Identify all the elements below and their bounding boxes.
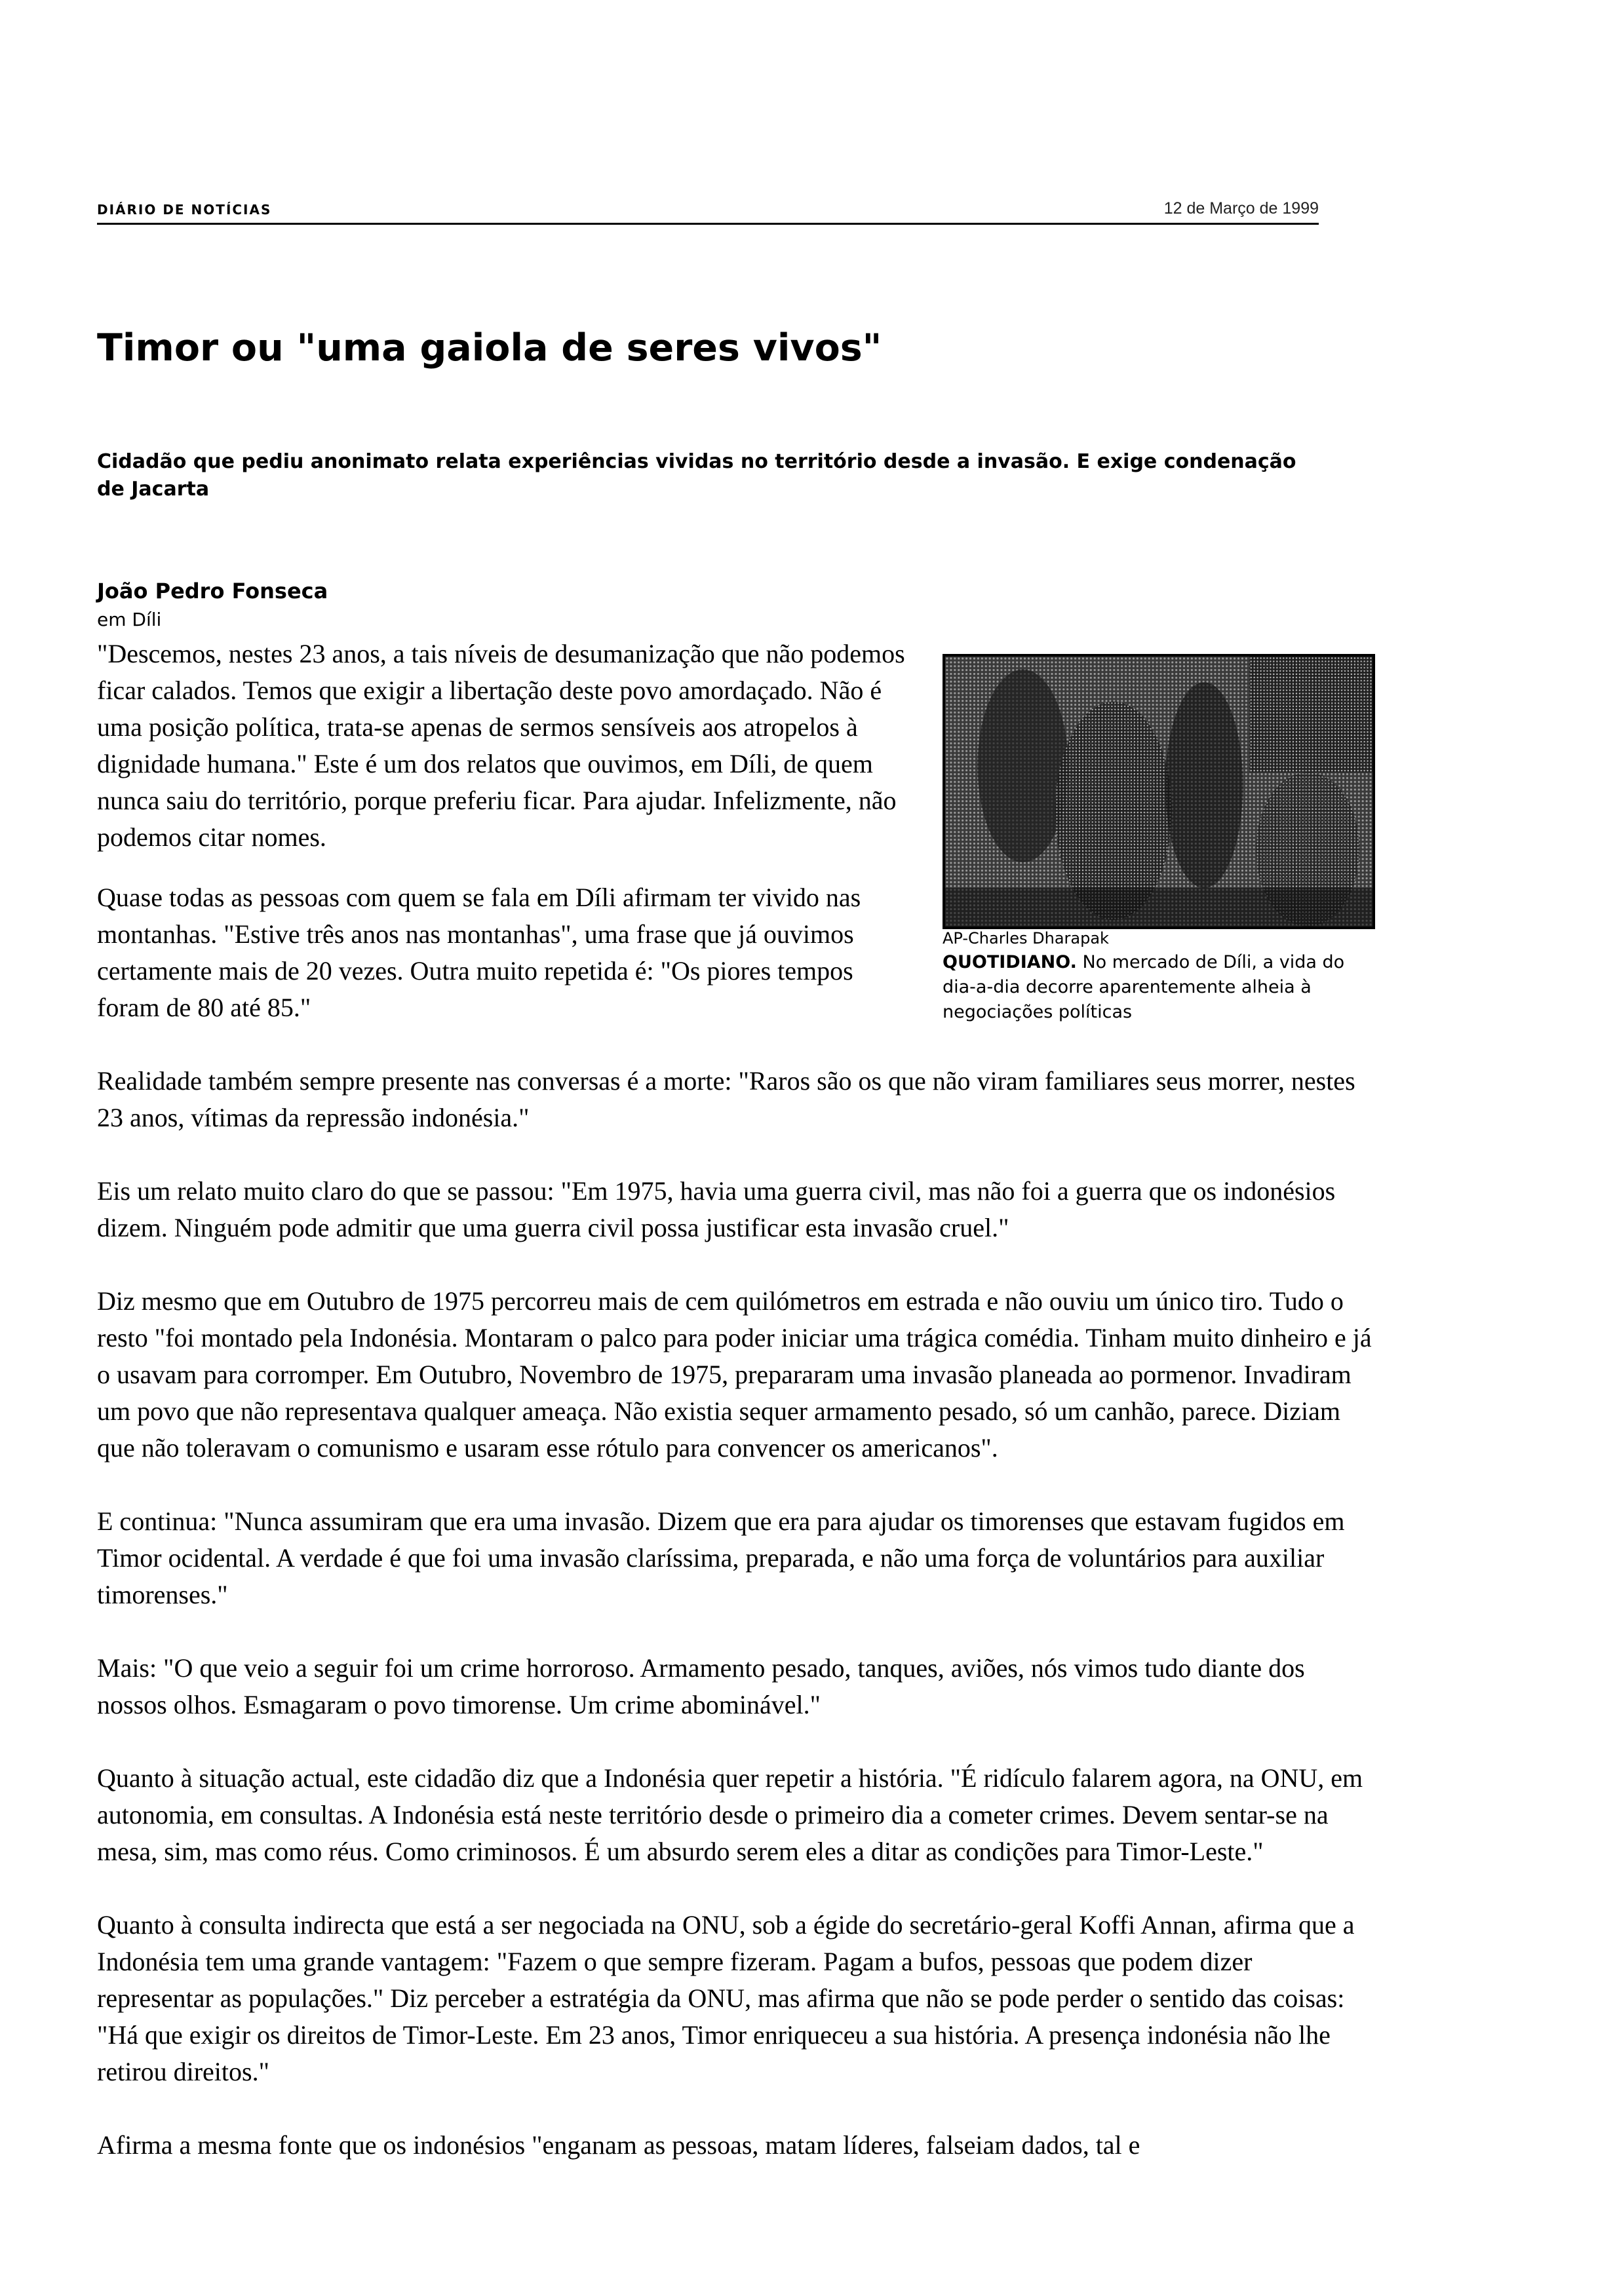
article-paragraph: "Descemos, nestes 23 anos, a tais níveis de desumanização que não podemos ficar calados. Temos que exigir a libertação deste povo amordaçado. Não é uma posição política, trata-se apenas de sermos sensíveis aos atropelos à dignidade humana." Este é um dos relatos que ouvimos, em Díli, de quem nunca saiu do território, porque preferiu ficar. Para ajudar. Infelizmente, não podemos citar nomes. — [97, 639, 905, 852]
article-subtitle: Cidadão que pediu anonimato relata experiências vividas no território desde a invasão. E exige condenação de Jacarta — [97, 450, 1296, 501]
article-author: João Pedro Fonseca — [97, 579, 328, 603]
article-paragraph: Mais: "O que veio a seguir foi um crime horroroso. Armamento pesado, tanques, aviões, nós vimos tudo diante dos nossos olhos. Esmagaram o povo timorense. Um crime abominável." — [97, 1653, 1305, 1719]
article-paragraph: Diz mesmo que em Outubro de 1975 percorreu mais de cem quilómetros em estrada e não ouviu um único tiro. Tudo o resto "foi montado pela Indonésia. Montaram o palco para poder iniciar uma trágica comédia. Tinham muito dinheiro e já o usavam para corromper. Em Outubro, Novembro de 1975, prepararam uma invasão planeada ao pormenor. Invadiram um povo que não representava qualquer ameaça. Não existia sequer armamento pesado, só um canhão, parece. Diziam que não toleravam o comunismo e usaram esse rótulo para convencer os americanos". — [97, 1286, 1372, 1463]
article-paragraph: Afirma a mesma fonte que os indonésios "enganam as pessoas, matam líderes, falseiam dados, tal e — [97, 2130, 1140, 2160]
masthead-rule — [97, 223, 1319, 225]
article-paragraph: Realidade também sempre presente nas conversas é a morte: "Raros são os que não viram familiares seus morrer, nestes 23 anos, vítimas da repressão indonésia." — [97, 1066, 1355, 1132]
article-location: em Díli — [97, 609, 162, 630]
article-paragraph: Quanto à situação actual, este cidadão diz que a Indonésia quer repetir a história. "É ridículo falarem agora, na ONU, em autonomia, em consultas. A Indonésia está neste território desde o primeiro dia a cometer crimes. Devem sentar-se na mesa, sim, mas como réus. Como criminosos. É um absurdo serem eles a ditar as condições para Timor-Leste." — [97, 1763, 1363, 1866]
market-photo — [943, 654, 1375, 929]
photo-credit: AP-Charles Dharapak — [943, 929, 1109, 947]
photo-figure — [943, 654, 1375, 1025]
article-headline: Timor ou "uma gaiola de seres vivos" — [97, 326, 882, 370]
article-paragraph: Eis um relato muito claro do que se passou: "Em 1975, havia uma guerra civil, mas não foi a guerra que os indonésios dizem. Ninguém pode admitir que uma guerra civil possa justificar esta invasão cruel." — [97, 1176, 1336, 1242]
article-paragraph: Quase todas as pessoas com quem se fala em Díli afirmam ter vivido nas montanhas. "Estive três anos nas montanhas", uma frase que já ouvimos certamente mais de 20 vezes. Outra muito repetida é: "Os piores tempos foram de 80 até 85." — [97, 883, 861, 1022]
article-paragraph: E continua: "Nunca assumiram que era uma invasão. Dizem que era para ajudar os timorenses que estavam fugidos em Timor ocidental. A verdade é que foi uma invasão claríssima, preparada, e não uma força de voluntários para auxiliar timorenses." — [97, 1506, 1345, 1609]
article-body — [97, 636, 1375, 2200]
article-paragraph: Quanto à consulta indirecta que está a ser negociada na ONU, sob a égide do secretário-geral Koffi Annan, afirma que a Indonésia tem uma grande vantagem: "Fazem o que sempre fizeram. Pagam a bufos, pessoas que podem dizer representar as populações." Diz perceber a estratégia da ONU, mas afirma que não se pode perder o sentido das coisas: "Há que exigir os direitos de Timor-Leste. Em 23 anos, Timor enriqueceu a sua história. A presença indonésia não lhe retirou direitos." — [97, 1910, 1355, 2086]
photo-caption-lead: QUOTIDIANO. — [943, 952, 1077, 972]
masthead-date: 12 de Março de 1999 — [1163, 199, 1319, 218]
photo-caption-text: No mercado de Díli, a vida do dia-a-dia decorre aparentemente alheia à negociações políticas — [943, 952, 1345, 1022]
photo-caption — [943, 950, 1375, 1025]
masthead-publication: DIÁRIO DE NOTÍCIAS — [97, 202, 272, 218]
